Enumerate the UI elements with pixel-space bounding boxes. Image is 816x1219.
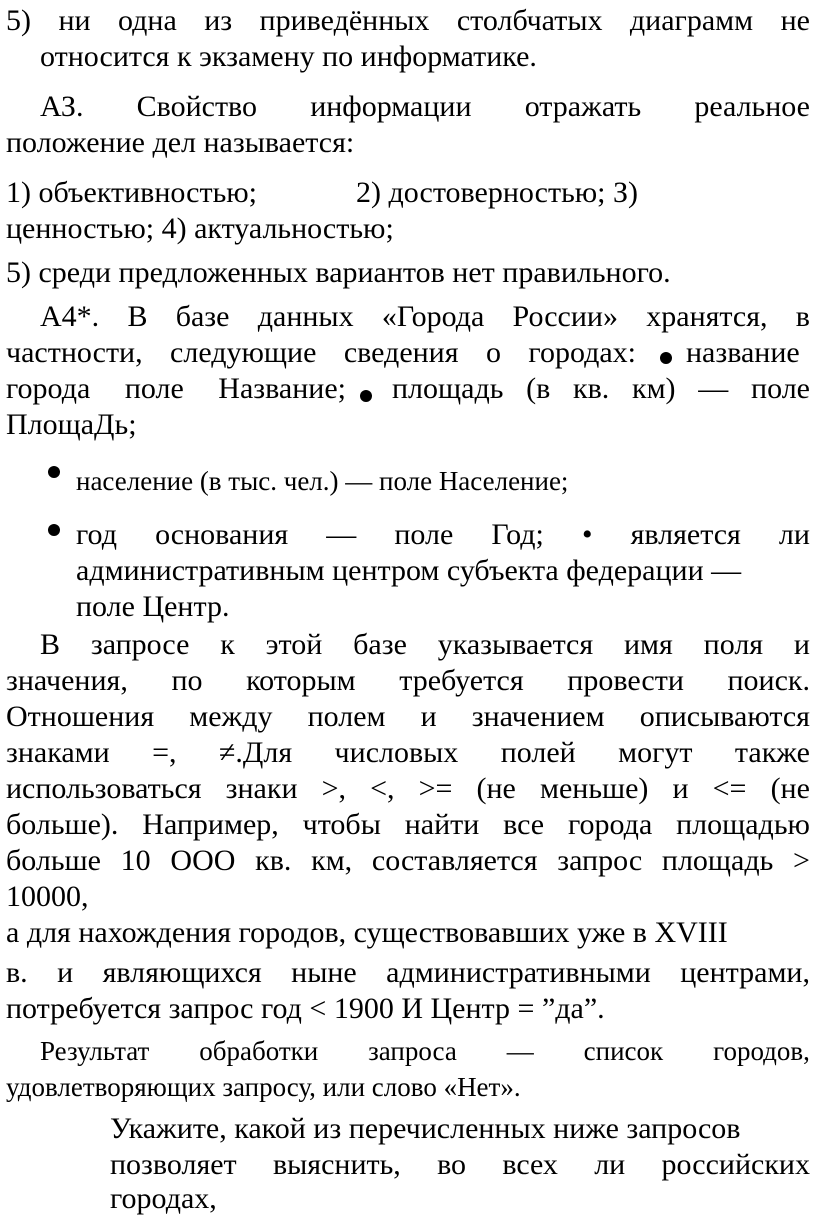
para-query-line11: потребуется запрос год < 1900 И Центр = ”да”. [6, 992, 605, 1025]
a3-option-1: 1) объективностью; [6, 176, 258, 209]
bullet-icon [660, 352, 672, 364]
bullet-icon [48, 524, 60, 536]
bullet-year-line3: поле Центр. [76, 590, 230, 623]
result-line2: удовлетворяющих запросу, или слово «Нет». [6, 1072, 521, 1102]
a4-question-line2: частности, следующие сведения о городах: [6, 336, 636, 369]
a4-question-line4: ПлощаДь; [6, 408, 137, 441]
a4-question-line2-tail: название [686, 336, 800, 369]
para-query-line8: 10000, [6, 880, 89, 913]
a4-question-line3-tail: площадь (в кв. км) — поле [392, 372, 810, 405]
a4-question-line3: города поле Название; [6, 372, 346, 405]
a3-question-line2: положение дел называется: [6, 126, 355, 159]
q5-option-line1: 5) ни одна из приведённых столбчатых диаграмм не [6, 4, 810, 37]
a3-question-line1: АЗ. Свойство информации отражать реальное [40, 90, 810, 123]
a3-options-line2: ценностью; 4) актуальностью; [6, 212, 394, 245]
para-query-line1: В запросе к этой базе указывается имя поля и [40, 628, 810, 661]
a3-options-line3: 5) среди предложенных вариантов нет правильного. [6, 256, 671, 289]
bullet-icon [360, 390, 372, 402]
para-query-line5: использоваться знаки >, <, >= (не меньше) и <= (не [6, 772, 810, 805]
task-line2: позволяет выяснить, во всех ли российских [110, 1148, 810, 1181]
result-line1: Результат обработки запроса — список городов, [40, 1036, 810, 1066]
para-query-line9: а для нахождения городов, существовавших уже в XVIII [6, 916, 728, 949]
para-query-line7: больше 10 ООО кв. км, составляется запрос площадь > [6, 844, 810, 877]
task-line1: Укажите, какой из перечисленных ниже запросов [110, 1112, 741, 1145]
task-line3: городах, [110, 1182, 217, 1215]
bullet-population: население (в тыс. чел.) — поле Население; [76, 466, 569, 496]
bullet-year-line2: административным центром субъекта федерации — [76, 554, 742, 587]
a4-question-line1: А4*. В базе данных «Города России» хранятся, в [40, 300, 810, 333]
para-query-line2: значения, по которым требуется провести поиск. [6, 664, 810, 697]
a3-option-2: 2) достоверностью; З) [356, 176, 639, 209]
bullet-year-line1: год основания — поле Год; • является ли [76, 518, 810, 551]
para-query-line6: больше). Например, чтобы найти все города площадью [6, 808, 810, 841]
para-query-line4: знаками =, ≠.Для числовых полей могут также [6, 736, 810, 769]
para-query-line3: Отношения между полем и значением описываются [6, 700, 810, 733]
q5-option-line2: относится к экзамену по информатике. [40, 40, 537, 73]
para-query-line10: в. и являющихся ныне административными центрами, [6, 956, 810, 989]
bullet-icon [48, 466, 60, 478]
